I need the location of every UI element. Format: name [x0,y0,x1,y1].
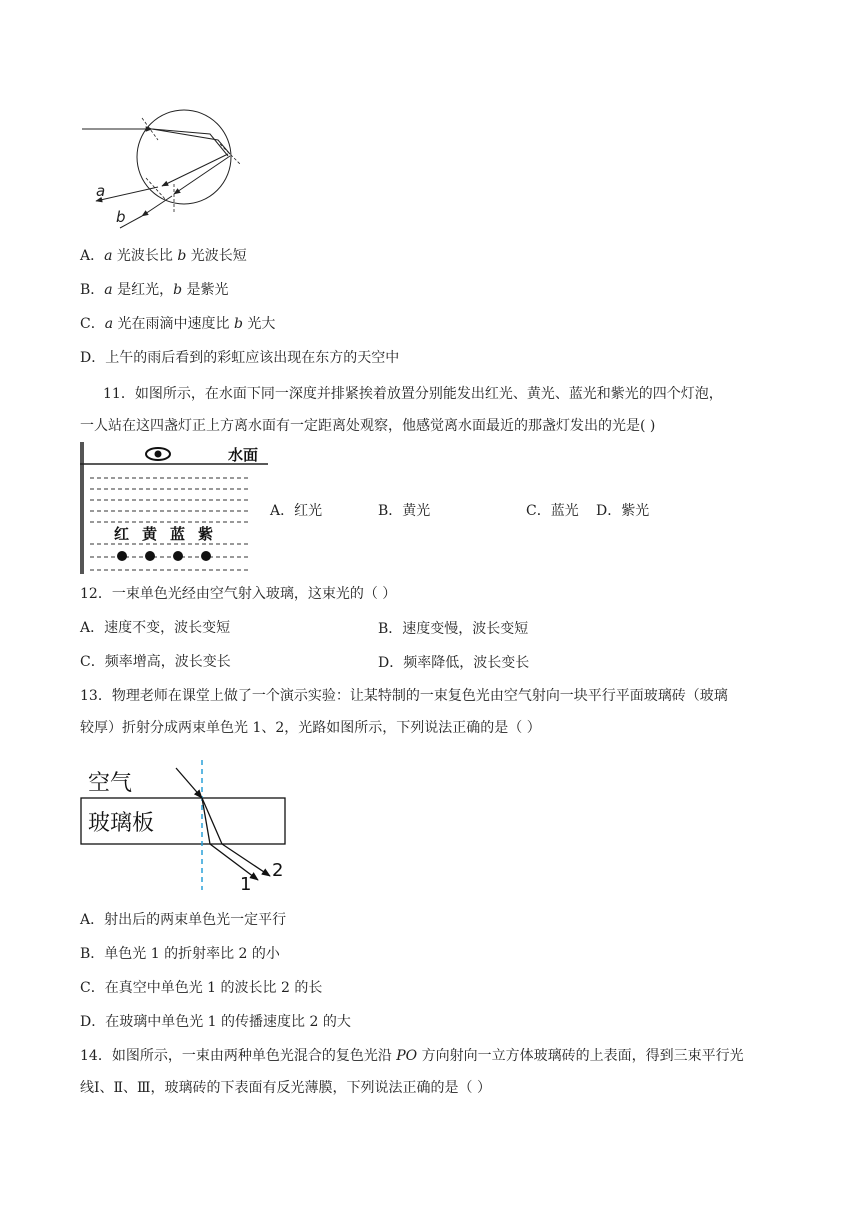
incident-beam [176,768,202,798]
lamp-label-yellow: 黄 [142,525,158,543]
glass-label: 玻璃板 [88,811,155,836]
q10-option-d: D．上午的雨后看到的彩虹应该出现在东方的天空中 [80,350,400,366]
raindrop-circle [137,110,231,204]
q14-stem-line2: 线Ⅰ、Ⅱ、Ⅲ，玻璃砖的下表面有反光薄膜，下列说法正确的是（ ） [80,1080,491,1096]
ray-a-exit [96,187,158,201]
lamp-label-purple: 紫 [198,525,214,543]
lamp-yellow [145,551,155,561]
q11-option-d: D．紫光 [596,503,650,519]
po-label: PO [396,1048,418,1064]
q11-option-b: B．黄光 [378,503,431,519]
ray-1-path [202,798,258,880]
water-lamps-diagram [80,442,270,574]
q11-stem-line1: 11．如图所示，在水面下同一深度并排紧挨着放置分别能发出红光、黄光、蓝光和紫光的四个灯泡， [103,386,723,402]
q13-option-a: A．射出后的两束单色光一定平行 [80,912,287,928]
label-b: b [116,208,126,226]
q12-option-c: C．频率增高，波长变长 [80,654,231,670]
q11-option-a: A．红光 [270,503,323,519]
lamp-purple [201,551,211,561]
q13-stem-line1: 13．物理老师在课堂上做了一个演示实验：让某特制的一束复色光由空气射向一块平行平面玻璃砖（玻璃 [80,688,728,704]
ray-b-exit [142,196,172,216]
eye-icon [146,448,170,460]
internal-ray-2 [152,129,228,156]
q10-option-c: C．a 光在雨滴中速度比 b 光大 [80,316,276,332]
q12-option-a: A．速度不变，波长变短 [80,620,231,636]
q10-option-a: A．a 光波长比 b 光波长短 [80,248,247,264]
lamp-red [117,551,127,561]
q13-option-c: C．在真空中单色光 1 的波长比 2 的长 [80,980,323,996]
q13-option-b: B．单色光 1 的折射率比 2 的小 [80,946,280,962]
air-label: 空气 [88,771,133,796]
q14-stem-line1: 14．如图所示，一束由两种单色光混合的复色光沿 PO 方向射向一立方体玻璃砖的上表面，得到三束平行光 [80,1048,744,1064]
lamp-label-red: 红 [114,525,130,543]
ray-2-label: 2 [272,860,284,881]
q10-option-b: B．a 是红光，b 是紫光 [80,282,229,298]
q13-stem-line2: 较厚）折射分成两束单色光 1、2，光路如图所示，下列说法正确的是（ ） [80,720,541,736]
q12-stem: 12．一束单色光经由空气射入玻璃，这束光的（ ） [80,586,397,602]
ray-1-label: 1 [240,874,252,895]
water-label: 水面 [228,446,259,464]
q12-option-b: B．速度变慢，波长变短 [378,621,529,637]
label-a: a [96,182,106,200]
q13-option-d: D．在玻璃中单色光 1 的传播速度比 2 的大 [80,1014,351,1030]
raindrop-diagram [80,104,250,234]
q11-option-c: C．蓝光 [526,503,579,519]
q11-stem-line2: 一人站在这四盏灯正上方离水面有一定距离处观察，他感觉离水面最近的那盏灯发出的光是( ) [80,418,656,434]
q12-option-d: D．频率降低，波长变长 [378,655,530,671]
lamp-label-blue: 蓝 [170,525,186,543]
lamp-blue [173,551,183,561]
glass-plate-diagram [80,758,300,893]
